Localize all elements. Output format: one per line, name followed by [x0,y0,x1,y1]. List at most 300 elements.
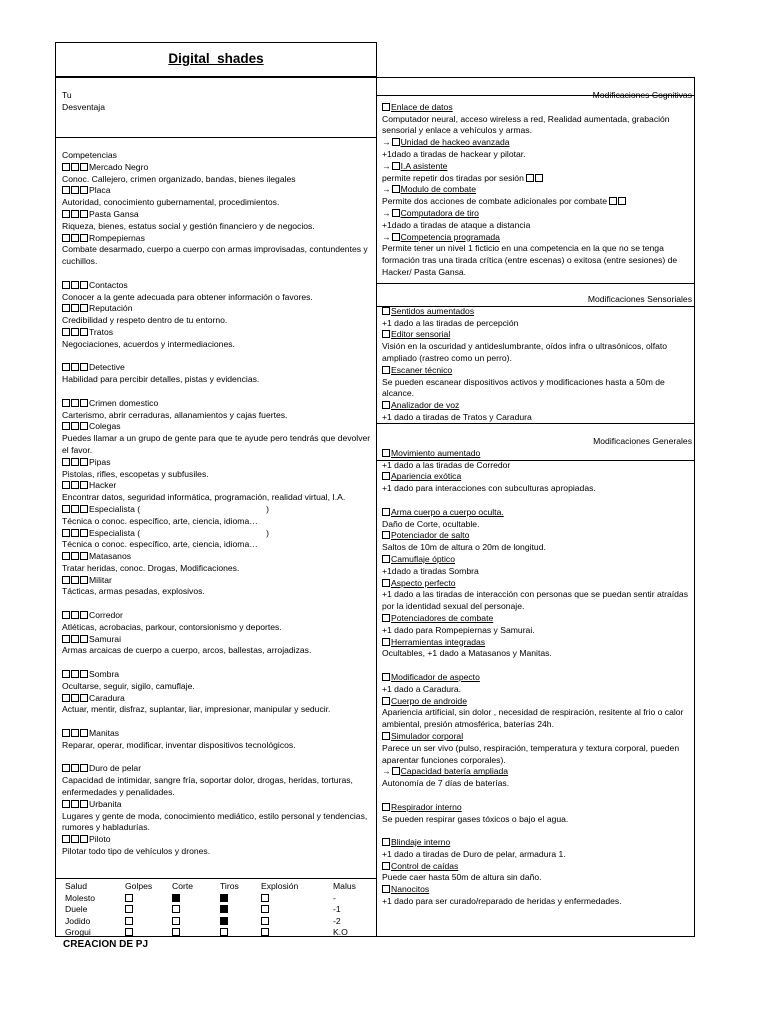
checkbox[interactable] [609,197,617,205]
cognitivas-label: Modificaciones Cognitivas [592,90,692,100]
skill-row [62,528,372,540]
skill-row [62,303,372,315]
mod-row [382,448,692,460]
checkbox[interactable] [62,611,70,619]
checkbox[interactable] [80,234,88,242]
checkbox[interactable] [62,481,70,489]
skill-desc: Tratar heridas, conoc. Drogas, Modificaciones. [62,562,240,573]
checkbox[interactable] [382,366,390,374]
mod-name: Potenciador de salto [391,530,470,541]
mod-desc: Computador neural, acceso wireless a red, Realidad aumentada, grabación sensorial y enlace a vehículos y armas. [382,113,670,136]
mod-name: Simulador corporal [391,730,464,741]
checkbox[interactable] [382,103,390,111]
cognitivas-section [382,90,692,279]
skill-desc: Conocer a la gente adecuada para obtener información o favores. [62,291,313,302]
checkbox[interactable] [71,422,79,430]
checkbox[interactable] [382,732,390,740]
mod-row [382,232,692,244]
status-label: Jodido [65,915,91,926]
checkbox[interactable] [80,363,88,371]
skill-name: Duro de pelar [89,763,142,774]
checkbox[interactable] [382,614,390,622]
mod-name: Arma cuerpo a cuerpo oculta. [391,506,504,517]
mod-name: I.A asistente [400,160,448,171]
skill-name: Matasanos [89,551,132,562]
checkbox[interactable] [71,399,79,407]
checkbox[interactable] [618,197,626,205]
checkbox[interactable] [62,399,70,407]
skill-name: Tratos [89,326,114,337]
mod-desc: +1 dado para Rompepiernas y Samurai. [382,624,535,635]
tu-label: Tu [62,90,72,100]
checkbox[interactable] [80,670,88,678]
checkbox[interactable] [71,800,79,808]
checkbox[interactable] [382,803,390,811]
skill-row [62,610,372,622]
mod-desc: Permite tener un nivel 1 ficticio en una competencia en la que no se tenga formación tras una tirada crítica (entre escenas) o exitosa (entre sesiones) de Hacker/ Pasta Gansa. [382,243,678,277]
checkbox[interactable] [62,186,70,194]
health-track [55,878,376,938]
skill-name: Contactos [89,279,128,290]
mod-row [382,884,692,896]
mod-row [382,731,692,743]
skill-desc: Pistolas, rifles, escopetas y subfusiles. [62,468,209,479]
checkbox[interactable] [80,529,88,537]
checkbox[interactable] [392,138,400,146]
checkbox[interactable] [71,635,79,643]
close-paren: ) [266,503,269,514]
mod-desc: +1 dado a las tiradas de interacción con personas que se puedan sentir atraídas por la identidad sexual del personaje. [382,589,688,612]
checkbox[interactable] [62,694,70,702]
skill-name: Samurai [89,633,121,644]
checkbox[interactable] [382,579,390,587]
checkbox[interactable] [80,552,88,560]
checkbox[interactable] [382,531,390,539]
status-row [65,904,373,916]
close-paren: ) [266,527,269,538]
mod-row [382,400,692,412]
skill-desc: Credibilidad y respeto dentro de tu entorno. [62,315,228,326]
mod-row [382,766,692,778]
competencias-section [62,150,372,858]
desventaja-label: Desventaja [62,101,105,112]
skill-desc: Puedes llamar a un grupo de gente para que te ayude pero tendrás que devolver el favor. [62,433,371,455]
status-header: Corte [172,881,194,891]
mod-desc: Daño de Corte, ocultable. [382,518,480,529]
checkbox[interactable] [71,529,79,537]
checkbox[interactable] [382,885,390,893]
status-malus: -1 [333,904,341,915]
checkbox[interactable] [71,694,79,702]
skill-name: Caradura [89,692,125,703]
checkbox[interactable] [220,917,228,925]
arrow-icon: → [382,160,391,171]
mod-desc: +1 dado a tiradas de Tratos y Caradura [382,411,532,422]
checkbox[interactable] [62,670,70,678]
mod-name: Escaner técnico [391,364,453,375]
mod-row [382,306,692,318]
checkbox[interactable] [62,635,70,643]
skill-row [62,551,372,563]
mod-name: Potenciadores de combate [391,612,494,623]
mod-row [382,208,692,220]
status-label: Molesto [65,892,96,903]
status-row [65,916,373,928]
checkbox[interactable] [382,555,390,563]
checkbox[interactable] [71,729,79,737]
sensoriales-label: Modificaciones Sensoriales [587,294,692,304]
skill-desc: Conoc. Callejero, crimen organizado, bandas, bienes ilegales [62,173,296,184]
checkbox[interactable] [80,729,88,737]
checkbox[interactable] [382,673,390,681]
checkbox[interactable] [71,210,79,218]
arrow-icon: → [382,766,391,777]
checkbox[interactable] [382,449,390,457]
mod-desc: +1dado a tiradas de hackear y pilotar. [382,148,526,159]
checkbox[interactable] [80,422,88,430]
status-malus: -2 [333,915,341,926]
mod-desc: Permite dos acciones de combate adicionales por combate [382,196,692,208]
skill-name: Hacker [89,480,117,491]
checkbox[interactable] [80,764,88,772]
checkbox[interactable] [62,458,70,466]
checkbox[interactable] [80,281,88,289]
mod-row [382,102,692,114]
checkbox[interactable] [261,905,269,913]
mod-desc: +1 dado para ser curado/reparado de heridas y enfermedades. [382,896,622,907]
skill-desc: Ocultarse, seguir, sigilo, camuflaje. [62,680,195,691]
checkbox[interactable] [382,307,390,315]
status-malus: K.O [333,927,348,938]
checkbox[interactable] [220,905,228,913]
checkbox[interactable] [62,729,70,737]
skill-name: Rompepiernas [89,232,145,243]
mod-row [382,507,692,519]
checkbox[interactable] [80,210,88,218]
mod-desc: +1 dado para interacciones con subculturas apropiadas. [382,483,596,494]
mod-name: Movimiento aumentado [391,447,481,458]
mod-row [382,184,692,196]
skill-row [62,480,372,492]
checkbox[interactable] [62,163,70,171]
competencias-label: Competencias [62,150,117,160]
checkbox[interactable] [80,481,88,489]
checkbox[interactable] [62,234,70,242]
status-header: Malus [333,881,356,891]
checkbox[interactable] [71,505,79,513]
mod-desc: permite repetir dos tiradas por sesión [382,173,692,185]
mod-name: Respirador interno [391,801,462,812]
skill-row [62,457,372,469]
health-table [65,881,373,939]
skill-desc: Habilidad para percibir detalles, pistas y evidencias. [62,374,260,385]
checkbox[interactable] [80,163,88,171]
mod-row [382,672,692,684]
checkbox[interactable] [392,162,400,170]
skill-desc: Encontrar datos, seguridad informática, programación, realidad virtual, I.A. [62,492,346,503]
checkbox[interactable] [125,894,133,902]
status-header: Golpes [125,881,153,891]
checkbox[interactable] [382,862,390,870]
checkbox[interactable] [71,764,79,772]
checkbox[interactable] [172,894,180,902]
checkbox[interactable] [125,928,133,936]
skill-name: Pipas [89,456,111,467]
checkbox[interactable] [220,928,228,936]
checkbox[interactable] [261,928,269,936]
checkbox[interactable] [71,576,79,584]
checkbox[interactable] [382,401,390,409]
checkbox[interactable] [382,508,390,516]
checkbox[interactable] [71,281,79,289]
mod-name: Aspecto perfecto [391,577,456,588]
mod-desc: +1 dado a las tiradas de Corredor [382,459,511,470]
skill-desc: Autoridad, conocimiento gubernamental, procedimientos. [62,197,280,208]
checkbox[interactable] [62,835,70,843]
skill-name: Reputación [89,303,133,314]
status-header: Tiros [220,881,239,891]
checkbox[interactable] [392,767,400,775]
mod-row [382,861,692,873]
mod-desc: +1 dado a Caradura. [382,683,462,694]
checkbox[interactable] [62,281,70,289]
checkbox[interactable] [125,917,133,925]
generales-label: Modificaciones Generales [593,436,692,446]
skill-name: Urbanita [89,798,122,809]
checkbox[interactable] [62,800,70,808]
skill-row [62,398,372,410]
checkbox[interactable] [382,330,390,338]
status-header: Salud [65,881,87,891]
checkbox[interactable] [526,174,534,182]
checkbox[interactable] [62,363,70,371]
checkbox[interactable] [71,481,79,489]
skill-desc: Tácticas, armas pesadas, explosivos. [62,586,205,597]
checkbox[interactable] [80,835,88,843]
mod-name: Competencia programada [400,231,500,242]
checkbox[interactable] [382,697,390,705]
checkbox[interactable] [80,304,88,312]
checkbox[interactable] [71,458,79,466]
checkbox[interactable] [80,505,88,513]
mod-name: Capacidad batería ampliada [400,766,509,777]
checkbox[interactable] [62,764,70,772]
checkbox[interactable] [392,233,400,241]
skill-desc: Combate desarmado, cuerpo a cuerpo con armas improvisadas, contundentes y cuchillos. [62,244,368,267]
mod-desc: Visión en la oscuridad y antideslumbrante, oídos infra o ultrasónicos, olfato ampliado (rastreo como un perro). [382,341,668,363]
arrow-icon: → [382,207,391,218]
checkbox[interactable] [80,328,88,336]
mod-name: Computadora de tiro [400,207,479,218]
mod-desc: Ocultables, +1 dado a Matasanos y Manitas. [382,648,552,659]
skill-row [62,421,372,433]
skill-desc: Armas arcaicas de cuerpo a cuerpo, arcos, ballestas, arrojadizas. [62,645,312,656]
mod-name: Analizador de voz [391,400,460,411]
footer-label: CREACION DE PJ [63,939,149,950]
checkbox[interactable] [62,552,70,560]
skill-name: Especialista ( [89,503,141,514]
checkbox[interactable] [80,399,88,407]
left-header [62,90,372,114]
skill-desc: Capacidad de intimidar, sangre fría, soportar dolor, drogas, heridas, torturas, enfermedades y penalidades. [62,775,353,798]
mod-row [382,696,692,708]
skill-desc: Actuar, mentir, disfraz, suplantar, liar, impresionar, manipular y seducir. [62,704,331,715]
skill-name: Placa [89,185,111,196]
mod-desc: Se pueden respirar gases tóxicos o bajo el agua. [382,813,569,824]
mod-row [382,161,692,173]
generales-section [382,436,692,908]
character-sheet [55,42,695,937]
mod-desc: +1dado a tiradas de ataque a distancia [382,219,531,230]
skill-desc: Lugares y gente de moda, conocimiento mediático, estilo personal y tendencias, rumores y habladurías. [62,810,368,833]
mod-row [382,554,692,566]
status-row [65,927,373,939]
checkbox[interactable] [71,670,79,678]
right-divider-1 [376,283,695,284]
status-label: Grogui [65,927,91,938]
checkbox[interactable] [261,917,269,925]
mod-desc: Parece un ser vivo (pulso, respiración, temperatura y textura corporal, pueden aparentar funciones corporales). [382,742,680,765]
checkbox[interactable] [71,835,79,843]
checkbox[interactable] [125,905,133,913]
checkbox[interactable] [71,552,79,560]
mod-name: Herramientas integradas [391,636,486,647]
skill-name: Colegas [89,421,121,432]
checkbox[interactable] [71,328,79,336]
skill-name: Sombra [89,669,120,680]
status-row [65,893,373,905]
checkbox[interactable] [62,210,70,218]
checkbox[interactable] [62,304,70,312]
mod-name: Modificador de aspecto [391,671,480,682]
mod-row [382,471,692,483]
mod-row [382,137,692,149]
checkbox[interactable] [80,458,88,466]
skill-row [62,693,372,705]
status-malus: - [333,892,336,903]
mod-row [382,578,692,590]
checkbox[interactable] [80,635,88,643]
checkbox[interactable] [392,185,400,193]
skill-row [62,799,372,811]
mod-name: Apariencia exótica [391,471,462,482]
title-box: Digital_shades [55,42,377,77]
checkbox[interactable] [71,234,79,242]
skill-name: Piloto [89,834,111,845]
skill-row [62,504,372,516]
checkbox[interactable] [71,363,79,371]
checkbox[interactable] [80,611,88,619]
checkbox[interactable] [382,638,390,646]
skill-name: Corredor [89,610,123,621]
skill-row [62,327,372,339]
checkbox[interactable] [382,472,390,480]
checkbox[interactable] [220,894,228,902]
checkbox[interactable] [71,611,79,619]
skill-name: Militar [89,574,112,585]
status-label: Duele [65,904,88,915]
checkbox[interactable] [172,905,180,913]
checkbox[interactable] [71,304,79,312]
skill-name: Mercado Negro [89,161,149,172]
mod-row [382,365,692,377]
skill-desc: Carterismo, abrir cerraduras, allanamientos y cajas fuertes. [62,409,288,420]
mod-name: Camuflaje óptico [391,553,456,564]
skill-name: Detective [89,362,125,373]
mod-desc: +1dado a tiradas Sombra [382,565,479,576]
checkbox[interactable] [172,917,180,925]
mod-desc: Saltos de 10m de altura o 20m de longitud. [382,542,546,553]
checkbox[interactable] [80,694,88,702]
mod-desc: Se pueden escanear dispositivos activos y modificaciones hasta a 50m de alcance. [382,376,665,399]
mod-desc: +1 dado a tiradas de Duro de pelar, armadura 1. [382,848,566,859]
checkbox[interactable] [80,800,88,808]
arrow-icon: → [382,137,391,148]
skill-desc: Pilotar todo tipo de vehículos y drones. [62,846,211,857]
checkbox[interactable] [62,576,70,584]
skill-row [62,575,372,587]
mod-desc: +1 dado a las tiradas de percepción [382,317,519,328]
left-divider-1 [55,137,376,138]
checkbox[interactable] [62,529,70,537]
skill-name: Crimen domestico [89,397,159,408]
checkbox[interactable] [71,186,79,194]
mod-name: Nanocitos [391,884,430,895]
mod-name: Sentidos aumentados [391,305,475,316]
skill-desc: Reparar, operar, modificar, inventar dispositivos tecnológicos. [62,739,296,750]
skill-desc: Atléticas, acrobacias, parkour, contorsionismo y deportes. [62,621,282,632]
skill-desc: Técnica o conoc. específico, arte, ciencia, idioma… [62,539,258,550]
skill-row [62,763,372,775]
checkbox[interactable] [535,174,543,182]
mod-desc: Apariencia artificial, sin dolor , necesidad de respiración, resitente al frio o calor ambiental, presión atmosférica, baterías 24h. [382,707,684,730]
mod-name: Unidad de hackeo avanzada [400,137,510,148]
skill-row [62,209,372,221]
skill-desc: Técnica o conoc. específico, arte, ciencia, idioma… [62,515,258,526]
mod-desc: Autonomía de 7 días de baterías. [382,778,510,789]
skill-row [62,280,372,292]
skill-name: Especialista ( [89,527,141,538]
mod-name: Control de caídas [391,860,459,871]
skill-row [62,233,372,245]
checkbox[interactable] [80,576,88,584]
mod-row [382,802,692,814]
mod-name: Modulo de combate [400,184,477,195]
checkbox[interactable] [172,928,180,936]
checkbox[interactable] [62,422,70,430]
mod-row [382,329,692,341]
mod-desc: Puede caer hasta 50m de altura sin daño. [382,872,542,883]
mod-name: Cuerpo de androide [391,695,467,706]
mod-row [382,613,692,625]
mod-name: Enlace de datos [391,101,453,112]
checkbox[interactable] [392,209,400,217]
checkbox[interactable] [261,894,269,902]
mod-name: Editor sensorial [391,329,451,340]
status-header: Explosión [261,881,299,891]
checkbox[interactable] [71,163,79,171]
arrow-icon: → [382,184,391,195]
sensoriales-section [382,294,692,424]
checkbox[interactable] [62,505,70,513]
skill-name: Manitas [89,728,120,739]
mod-row [382,837,692,849]
mod-row [382,637,692,649]
checkbox[interactable] [80,186,88,194]
checkbox[interactable] [62,328,70,336]
skill-name: Pasta Gansa [89,208,139,219]
checkbox[interactable] [382,838,390,846]
